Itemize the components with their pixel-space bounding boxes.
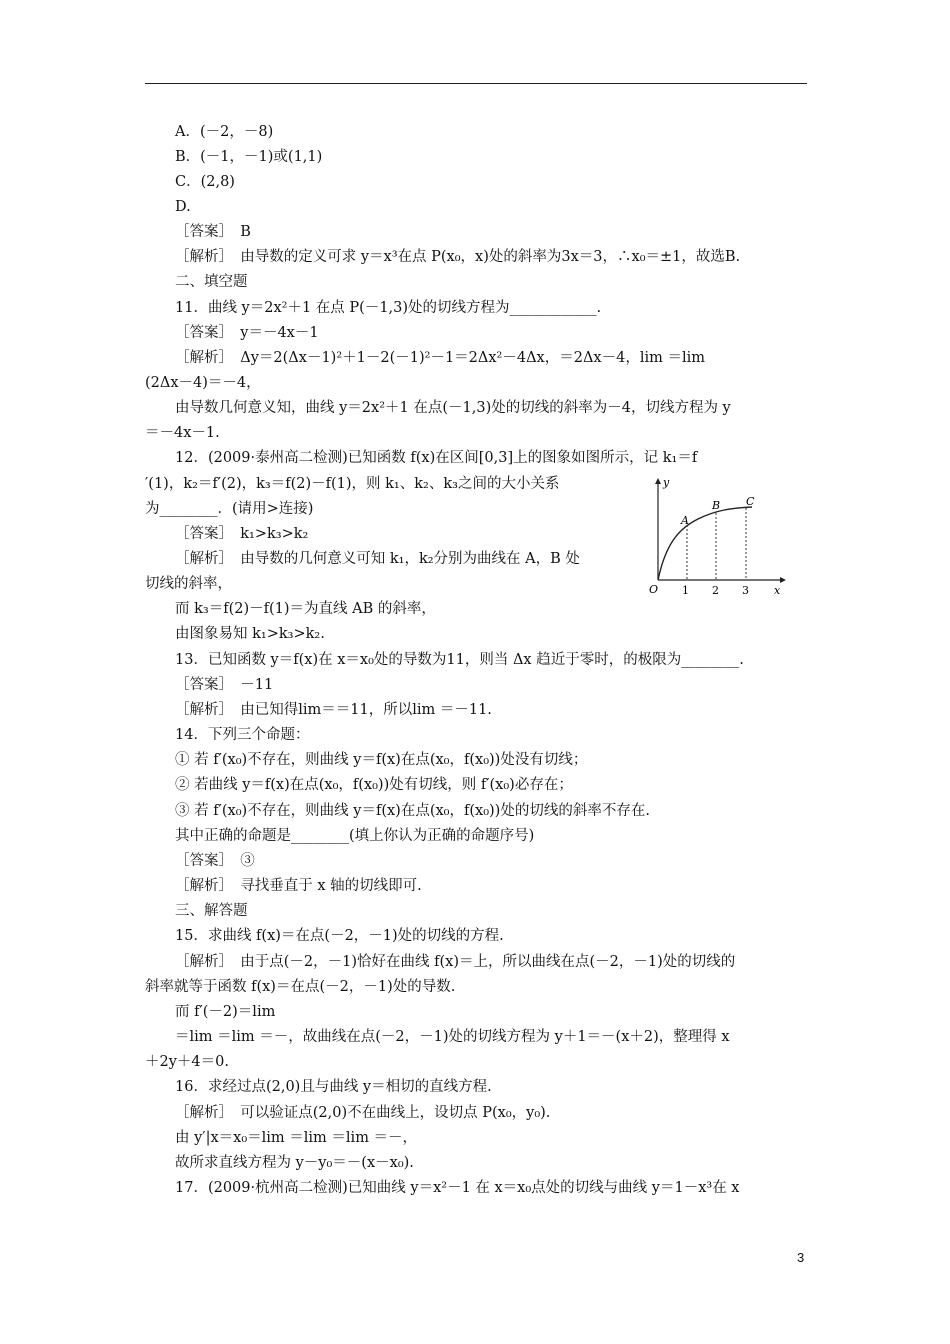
section-fill-in: 二、填空题 bbox=[175, 274, 248, 290]
section-solve: 三、解答题 bbox=[175, 903, 248, 919]
option-d: D. bbox=[175, 199, 191, 215]
analysis-15-c-cont: ＋2y＋4＝0. bbox=[145, 1054, 229, 1070]
analysis-12: ［解析］ 由导数的几何意义可知 k₁，k₂分别为曲线在 A，B 处 bbox=[175, 551, 580, 567]
question-14: 14．下列三个命题： bbox=[175, 727, 310, 743]
proposition-2: ② 若曲线 y＝f(x)在点(x₀，f(x₀))处有切线，则 f′(x₀)必存在； bbox=[175, 777, 573, 793]
proposition-3: ③ 若 f′(x₀)不存在，则曲线 y＝f(x)在点(x₀，f(x₀))处的切线的斜率不存在. bbox=[175, 803, 650, 819]
question-12-cont2: 为________．(请用>连接) bbox=[145, 501, 314, 517]
analysis-13: ［解析］ 由已知得lim＝＝11，所以lim ＝－11. bbox=[175, 702, 492, 718]
page-number: 3 bbox=[797, 1250, 805, 1265]
analysis-11-b: 由导数几何意义知，曲线 y＝2x²＋1 在点(－1,3)处的切线的斜率为－4，切线方程为 y bbox=[175, 400, 731, 416]
answer-12: ［答案］ k₁>k₃>k₂ bbox=[175, 526, 309, 542]
analysis-11-b-cont: ＝－4x－1. bbox=[145, 425, 220, 441]
analysis-15-c: ＝lim ＝lim ＝－，故曲线在点(－2，－1)处的切线方程为 y＋1＝－(x＋2)，整理得 x bbox=[175, 1029, 730, 1045]
analysis-15-cont: 斜率就等于函数 f(x)＝在点(－2，－1)处的导数. bbox=[145, 979, 456, 995]
point-b-label: B bbox=[712, 499, 721, 512]
answer-11: ［答案］ y＝－4x－1 bbox=[175, 325, 319, 341]
question-12: 12．(2009·泰州高二检测)已知函数 f(x)在区间[0,3]上的图象如图所示，记 k₁＝f bbox=[175, 450, 698, 466]
x-tick-3: 3 bbox=[742, 584, 749, 597]
analysis-16-c: 故所求直线方程为 y－y₀＝－(x－x₀). bbox=[175, 1155, 414, 1171]
x-axis-label: x bbox=[774, 584, 781, 597]
analysis-12-cont: 切线的斜率， bbox=[145, 576, 232, 592]
x-tick-2: 2 bbox=[712, 584, 719, 597]
answer-14: ［答案］ ③ bbox=[175, 853, 255, 869]
question-14-blank: 其中正确的命题是________(填上你认为正确的命题序号) bbox=[175, 828, 535, 844]
analysis-12-c: 由图象易知 k₁>k₃>k₂. bbox=[175, 626, 325, 642]
analysis-12-b: 而 k₃＝f(2)－f(1)＝为直线 AB 的斜率， bbox=[175, 601, 436, 617]
y-axis-label: y bbox=[663, 476, 670, 489]
question-11: 11．曲线 y＝2x²＋1 在点 P(－1,3)处的切线方程为____________. bbox=[175, 300, 602, 316]
analysis-15: ［解析］ 由于点(－2，－1)恰好在曲线 f(x)＝上，所以曲线在点(－2，－1)处的切线的 bbox=[175, 954, 736, 970]
answer-10: ［答案］ B bbox=[175, 224, 251, 240]
origin-label: O bbox=[649, 583, 659, 596]
point-a-label: A bbox=[681, 514, 689, 527]
function-graph-figure bbox=[640, 472, 790, 600]
analysis-14: ［解析］ 寻找垂直于 x 轴的切线即可. bbox=[175, 878, 422, 894]
option-b: B．(－1，－1)或(1,1) bbox=[175, 149, 323, 165]
point-c-label: C bbox=[746, 495, 755, 508]
question-17: 17．(2009·杭州高二检测)已知曲线 y＝x²－1 在 x＝x₀点处的切线与曲线 y＝1－x³在 x bbox=[175, 1180, 740, 1196]
question-15: 15．求曲线 f(x)＝在点(－2，－1)处的切线的方程. bbox=[175, 928, 504, 944]
analysis-15-b: 而 f′(－2)＝lim bbox=[175, 1004, 276, 1020]
analysis-11: ［解析］ Δy＝2(Δx－1)²＋1－2(－1)²－1＝2Δx²－4Δx，＝2Δx－4，lim ＝lim bbox=[175, 350, 705, 366]
analysis-16-b: 由 y′|x＝x₀＝lim ＝lim ＝lim ＝－， bbox=[175, 1130, 418, 1146]
header-rule bbox=[145, 83, 807, 84]
question-16: 16．求经过点(2,0)且与曲线 y＝相切的直线方程. bbox=[175, 1079, 492, 1095]
question-13: 13．已知函数 y＝f(x)在 x＝x₀处的导数为11，则当 Δx 趋近于零时，的极限为________. bbox=[175, 652, 744, 668]
answer-13: ［答案］ －11 bbox=[175, 677, 274, 693]
analysis-16: ［解析］ 可以验证点(2,0)不在曲线上，设切点 P(x₀，y₀). bbox=[175, 1105, 551, 1121]
option-a: A．(－2，－8) bbox=[175, 124, 274, 140]
x-tick-1: 1 bbox=[682, 584, 689, 597]
proposition-1: ① 若 f′(x₀)不存在，则曲线 y＝f(x)在点(x₀，f(x₀))处没有切线； bbox=[175, 752, 588, 768]
option-c: C．(2,8) bbox=[175, 174, 235, 190]
question-12-cont: ′(1)，k₂＝f′(2)，k₃＝f(2)－f(1)，则 k₁、k₂、k₃之间的大小关系 bbox=[145, 476, 560, 492]
analysis-11-cont: (2Δx－4)＝－4， bbox=[145, 375, 261, 391]
analysis-10: ［解析］ 由导数的定义可求 y＝x³在点 P(x₀，x)处的斜率为3x＝3，∴x₀＝±1，故选B. bbox=[175, 249, 741, 265]
